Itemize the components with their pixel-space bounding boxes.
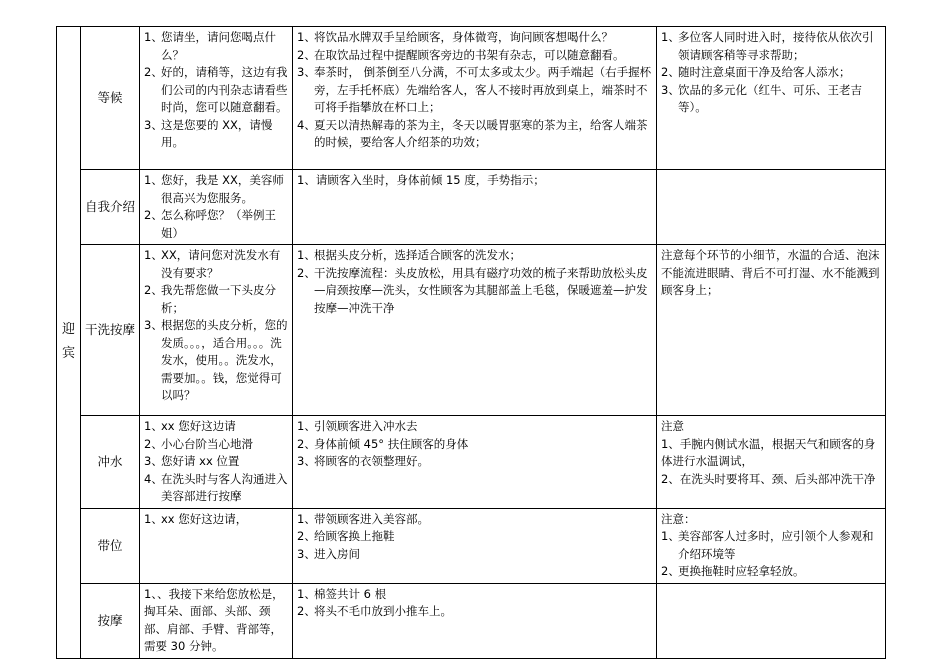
item-number: 1、 [297,419,316,433]
item-text: 多位客人同时进入时，接待依从依次引领请顾客稍等寻求帮助； [678,30,874,62]
item-number: 1、 [144,511,163,526]
item-text: xx 您好这边请 [161,419,236,433]
table-row [57,170,886,245]
item-text: 将饮品水牌双手呈给顾客，身体微弯，询问顾客想喝什么？ [314,30,613,44]
item-text: 带领顾客进入美容部。 [314,511,429,526]
action-cell [293,416,657,509]
list-item [297,247,652,265]
list-item [144,247,288,282]
step-cell: 等候 [81,27,140,170]
item-number: 2、 [144,208,163,222]
item-text: 您好，我是 XX，美容师很高兴为您服务。 [161,173,284,205]
item-number: 3、 [297,65,316,79]
list-item [297,603,652,621]
item-number: 1、 [297,30,316,44]
action-cell [293,583,657,658]
item-text: 奉茶时， 倒茶倒至八分满，不可太多或太少。两手端起（右手握杯旁，左手托杯底）先端给客人，客人不接时再放到桌上，端茶时不可将手指攀放在杯口上； [314,65,652,114]
item-number: 2、 [297,265,316,280]
step-cell: 自我介绍 [81,170,140,245]
item-text: 注意每个环节的小细节，水温的合适、泡沫不能流进眼睛、背后不可打湿、水不能溅到顾客身上； [661,248,880,297]
list-item [297,29,652,47]
list-item [144,471,288,506]
item-text: 在取饮品过程中提醒顾客旁边的书架有杂志，可以随意翻看。 [314,47,625,62]
table-row [57,583,886,658]
table-row [57,27,886,170]
list-item [661,471,881,489]
list-item [144,282,288,317]
item-text: 1、、我接下来给您放松是，掏耳朵、面部、头部、颈部、肩部、手臂、背部等，需要 30 分钟。 [144,586,284,653]
item-text: 您好请 xx 位置 [161,454,240,468]
item-number: 3、 [661,82,680,97]
step-cell: 冲水 [81,416,140,509]
action-cell [293,27,657,170]
category-char: 迎 [61,322,75,338]
item-number: 2、 [661,564,680,578]
list-item [297,265,652,318]
service-procedure-table [56,26,886,659]
list-item [297,586,652,604]
list-item [297,436,652,454]
list-item [297,47,652,65]
item-number: 1、 [661,529,680,543]
item-number: 1、 [144,30,163,44]
item-number: 1、 [297,511,316,526]
list-item [144,418,288,436]
item-number: 2、 [144,65,163,79]
item-number: 2、 [144,436,163,451]
item-number: 1、 [297,586,316,601]
item-text: 进入房间 [314,546,360,561]
item-text: 身体前倾 45° 扶住顾客的身体 [314,436,469,451]
list-item [144,586,288,656]
item-text: 在洗头时与客人沟通进入美容部进行按摩 [161,471,288,503]
item-text: 根据您的头皮分析，您的发质。。。，适合用。。。洗发水，使用。。洗发水，需要加。。钱，您觉得可以吗？ [161,318,288,402]
item-text: 根据头皮分析，选择适合顾客的洗发水； [314,248,521,262]
item-number: 2、 [297,47,316,62]
step-cell: 按摩 [81,583,140,658]
item-number: 4、 [144,471,163,486]
item-text: 我先帮您做一下头皮分析； [161,283,276,315]
list-item [661,528,881,563]
speech-cell [140,27,293,170]
action-cell [293,245,657,416]
list-item [661,247,881,300]
category-char: 宾 [61,346,75,362]
item-text: 小心台阶当心地滑 [161,436,253,451]
item-number: 2、 [144,283,163,297]
item-text: 随时注意桌面干净及给客人添水； [678,65,851,79]
item-number: 1、 [297,248,316,262]
item-number: 2、 [661,65,680,79]
list-item [297,528,652,546]
list-item [661,64,881,82]
item-number: 1、 [144,173,163,187]
list-item [144,511,288,529]
list-item [144,436,288,454]
item-number: 2、 [297,436,316,451]
list-item [144,117,288,152]
item-text: 2、在洗头时要将耳、颈、后头部冲洗干净 [661,471,876,486]
list-item [297,64,652,117]
step-cell: 干洗按摩 [81,245,140,416]
speech-cell [140,245,293,416]
list-item [661,418,881,436]
action-cell [293,170,657,245]
step-cell: 带位 [81,508,140,583]
item-text: 引领顾客进入冲水去 [314,419,418,433]
item-text: 注意 [661,419,684,433]
note-cell [657,508,886,583]
speech-cell [140,583,293,658]
item-text: 给顾客换上拖鞋 [314,529,395,543]
list-item [661,436,881,471]
item-text: 将顾客的衣领整理好。 [314,454,429,468]
list-item [297,546,652,564]
item-text: 1、手腕内侧试水温，根据天气和顾客的身体进行水温调试， [661,436,876,468]
item-text: 您请坐，请问您喝点什么？ [161,30,276,62]
item-number: 2、 [297,604,316,618]
note-cell [657,416,886,509]
table-body [57,27,886,659]
list-item [144,317,288,405]
note-cell [657,245,886,416]
list-item [144,64,288,117]
list-item [144,207,288,242]
speech-cell [140,416,293,509]
list-item [297,117,652,152]
item-number: 2、 [297,529,316,543]
item-number: 3、 [297,546,316,561]
list-item [144,453,288,471]
note-cell [657,170,886,245]
item-text: 这是您要的 XX，请慢用。 [161,117,273,149]
note-cell [657,27,886,170]
item-number: 1、 [144,248,163,262]
list-item [661,511,881,529]
item-number: 3、 [144,454,163,468]
item-text: 注意： [661,511,696,526]
item-text: 美容部客人过多时，应引领个人参观和介绍环境等 [678,529,874,561]
item-text: XX，请问您对洗发水有没有要求？ [161,248,281,280]
note-cell [657,583,886,658]
list-item [297,172,652,190]
list-item [297,453,652,471]
list-item [661,82,881,117]
list-item [297,418,652,436]
speech-cell [140,170,293,245]
item-text: 1、请顾客入坐时，身体前倾 15 度，手势指示； [297,173,545,187]
item-text: 将头不毛巾放到小推车上。 [314,604,452,618]
item-text: 怎么称呼您？（举例王姐） [161,208,276,240]
item-text: xx 您好这边请， [161,511,248,526]
item-number: 3、 [144,318,163,332]
item-text: 更换拖鞋时应轻拿轻放。 [678,564,805,578]
list-item [144,172,288,207]
item-text: 干洗按摩流程：头皮放松，用具有磁疗功效的梳子来帮助放松头皮—肩颈按摩—洗头，女性顾客为其腿部盖上毛毯，保暖遮羞—护发按摩—冲洗干净 [314,265,648,315]
speech-cell [140,508,293,583]
category-cell [57,27,81,659]
item-number: 1、 [144,419,163,433]
list-item [661,563,881,581]
item-text: 棉签共计 6 根 [314,586,387,601]
item-number: 3、 [297,454,316,468]
action-cell [293,508,657,583]
list-item [144,29,288,64]
table-row [57,508,886,583]
item-text: 饮品的多元化（红牛、可乐、王老吉等）。 [678,82,862,114]
item-text: 夏天以清热解毒的茶为主，冬天以暖胃驱寒的茶为主，给客人端茶的时候，要给客人介绍茶的功效； [314,117,648,149]
item-number: 3、 [144,117,163,132]
table-row [57,416,886,509]
list-item [297,511,652,529]
list-item [661,29,881,64]
item-text: 好的，请稍等，这边有我们公司的内刊杂志请看些时尚，您可以随意翻看。 [161,65,288,114]
item-number: 4、 [297,117,316,132]
item-number: 1、 [661,30,680,44]
table-row [57,245,886,416]
